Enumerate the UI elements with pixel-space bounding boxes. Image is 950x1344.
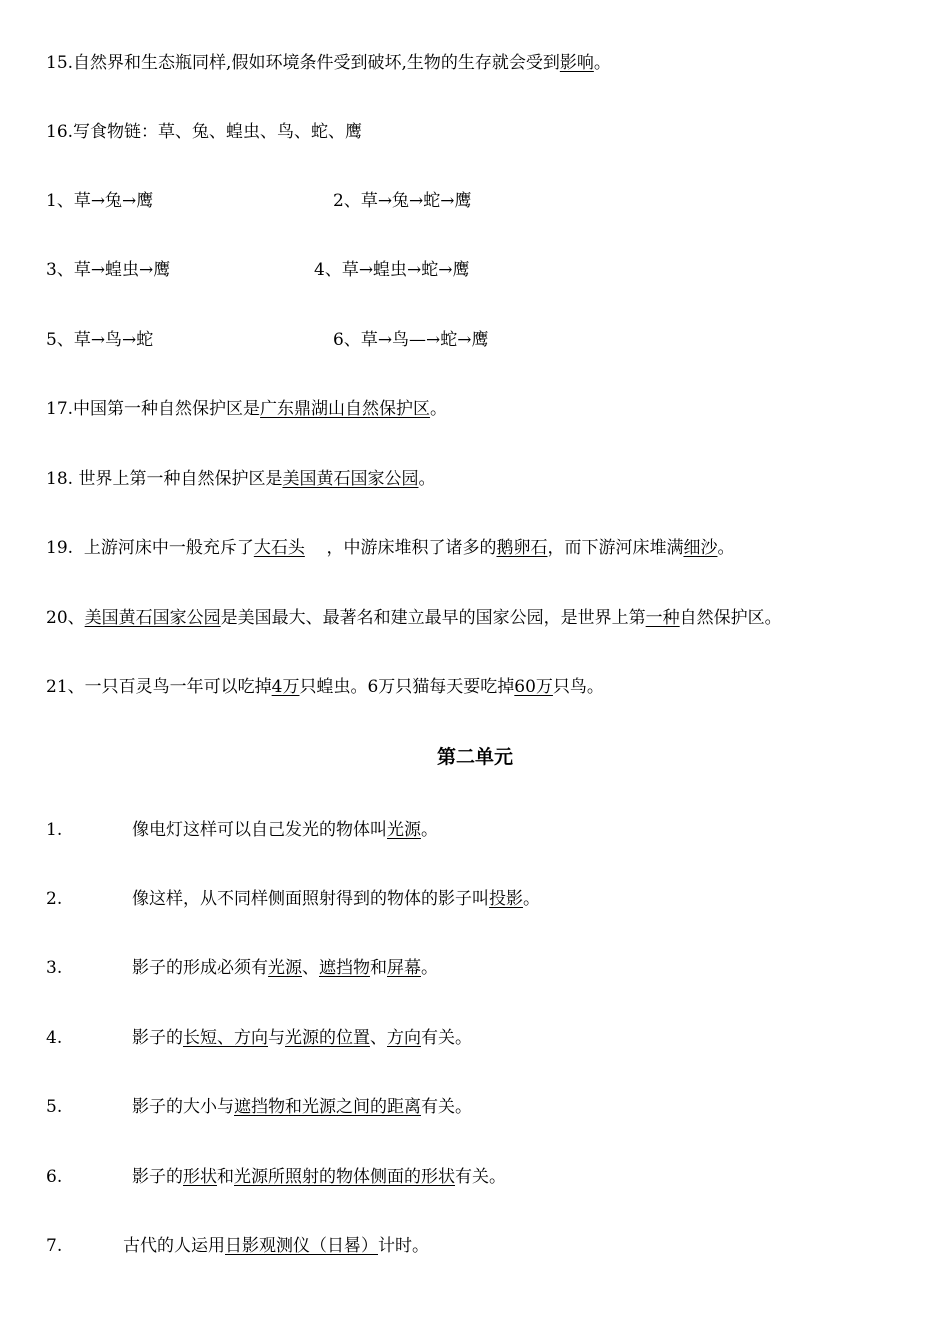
item-text: 、 bbox=[302, 958, 319, 978]
answer-blank: 影响 bbox=[559, 53, 594, 73]
item-number: 6. bbox=[46, 1167, 63, 1187]
answer-blank: 屏幕 bbox=[387, 958, 421, 978]
item-number: 5. bbox=[46, 1097, 63, 1117]
item-text: 21、一只百灵鸟一年可以吃掉 bbox=[46, 677, 272, 697]
answer-blank: 美国黄石国家公园 bbox=[282, 469, 419, 489]
item-text: 和 bbox=[217, 1167, 234, 1187]
answer-blank: 大石头 bbox=[253, 538, 305, 558]
unit2-item-5 bbox=[46, 1096, 472, 1118]
item-17 bbox=[46, 398, 447, 420]
item-18 bbox=[46, 468, 435, 490]
item-text: 、 bbox=[370, 1028, 387, 1048]
item-21 bbox=[46, 676, 604, 698]
item-text: 15.自然界和生态瓶同样,假如环境条件受到破坏,生物的生存就会受到 bbox=[46, 53, 560, 73]
answer-blank: 一种 bbox=[645, 608, 680, 628]
answer-blank: 光源所照射的物体侧面的形状 bbox=[234, 1167, 455, 1187]
food-chain-1: 1、草→兔→鹰 bbox=[46, 191, 154, 211]
item-16: 16.写食物链：草、兔、蝗虫、鸟、蛇、鹰 bbox=[46, 122, 363, 142]
answer-blank: 光源 bbox=[387, 820, 421, 840]
item-number: 7. bbox=[46, 1236, 63, 1256]
item-text: 影子的 bbox=[132, 1167, 183, 1187]
answer-blank: 细沙 bbox=[683, 538, 718, 558]
food-chain-2: 2、草→兔→蛇→鹰 bbox=[333, 191, 472, 211]
food-chain-4: 4、草→蝗虫→蛇→鹰 bbox=[314, 260, 470, 280]
answer-blank: 鹅卵石 bbox=[496, 538, 548, 558]
answer-blank: 光源 bbox=[268, 958, 302, 978]
unit2-item-2 bbox=[46, 888, 540, 910]
item-text: 。 bbox=[430, 399, 448, 419]
item-text: 18. 世界上第一种自然保护区是 bbox=[46, 469, 283, 489]
section-heading: 第二单元 bbox=[436, 746, 513, 768]
unit2-item-3 bbox=[46, 957, 438, 979]
item-text: ，中游床堆积了诸多的 bbox=[304, 538, 497, 558]
answer-blank: 光源的位置 bbox=[285, 1028, 370, 1048]
item-number: 4. bbox=[46, 1028, 63, 1048]
answer-blank: 长短、方向 bbox=[183, 1028, 268, 1048]
item-text: 古代的人运用 bbox=[123, 1236, 225, 1256]
item-text: 只鸟。 bbox=[552, 677, 604, 697]
item-text: 自然保护区。 bbox=[679, 608, 782, 628]
answer-blank: 美国黄石国家公园 bbox=[84, 608, 221, 628]
item-text: 有关。 bbox=[421, 1097, 472, 1117]
item-text: 。 bbox=[421, 958, 438, 978]
unit2-item-7 bbox=[46, 1235, 429, 1257]
item-text: 像这样，从不同样侧面照射得到的物体的影子叫 bbox=[132, 889, 489, 909]
item-text: 计时。 bbox=[378, 1236, 429, 1256]
item-text: 19. 上游河床中一般充斥了 bbox=[46, 538, 254, 558]
answer-blank: 4万 bbox=[271, 677, 300, 697]
item-text: 与 bbox=[268, 1028, 285, 1048]
item-number: 2. bbox=[46, 889, 63, 909]
answer-blank: 广东鼎湖山自然保护区 bbox=[260, 399, 431, 419]
answer-blank: 方向 bbox=[387, 1028, 421, 1048]
food-chain-5: 5、草→鸟→蛇 bbox=[46, 330, 154, 350]
item-text: 影子的 bbox=[132, 1028, 183, 1048]
item-text: 。 bbox=[421, 820, 438, 840]
item-text: 。 bbox=[418, 469, 436, 489]
item-text: 是美国最大、最著名和建立最早的国家公园，是世界上第 bbox=[220, 608, 646, 628]
unit2-item-1 bbox=[46, 819, 438, 841]
item-text: 有关。 bbox=[421, 1028, 472, 1048]
food-chain-3: 3、草→蝗虫→鹰 bbox=[46, 260, 171, 280]
item-text: 17.中国第一种自然保护区是 bbox=[46, 399, 261, 419]
unit2-item-4 bbox=[46, 1027, 472, 1049]
item-text: 。 bbox=[593, 53, 611, 73]
item-text: 。 bbox=[523, 889, 540, 909]
food-chain-6: 6、草→鸟—→蛇→鹰 bbox=[333, 330, 489, 350]
item-text: 20、 bbox=[46, 608, 85, 628]
item-20 bbox=[46, 607, 782, 629]
answer-blank: 60万 bbox=[514, 677, 553, 697]
item-text: 和 bbox=[370, 958, 387, 978]
item-text: 有关。 bbox=[455, 1167, 506, 1187]
item-text: 影子的大小与 bbox=[132, 1097, 234, 1117]
item-text: 影子的形成必须有 bbox=[132, 958, 268, 978]
answer-blank: 形状 bbox=[183, 1167, 217, 1187]
item-text: 只蝗虫。6万只猫每天要吃掉 bbox=[299, 677, 515, 697]
answer-blank: 投影 bbox=[489, 889, 523, 909]
item-number: 3. bbox=[46, 958, 63, 978]
answer-blank: 日影观测仪（日晷） bbox=[225, 1236, 378, 1256]
item-19 bbox=[46, 537, 734, 559]
item-text: 像电灯这样可以自己发光的物体叫 bbox=[132, 820, 387, 840]
item-number: 1. bbox=[46, 820, 63, 840]
item-15 bbox=[46, 52, 611, 74]
answer-blank: 遮挡物和光源之间的距离 bbox=[234, 1097, 421, 1117]
unit2-item-6 bbox=[46, 1166, 506, 1188]
item-text: ，而下游河床堆满 bbox=[547, 538, 684, 558]
answer-blank: 遮挡物 bbox=[319, 958, 370, 978]
item-text: 。 bbox=[717, 538, 735, 558]
